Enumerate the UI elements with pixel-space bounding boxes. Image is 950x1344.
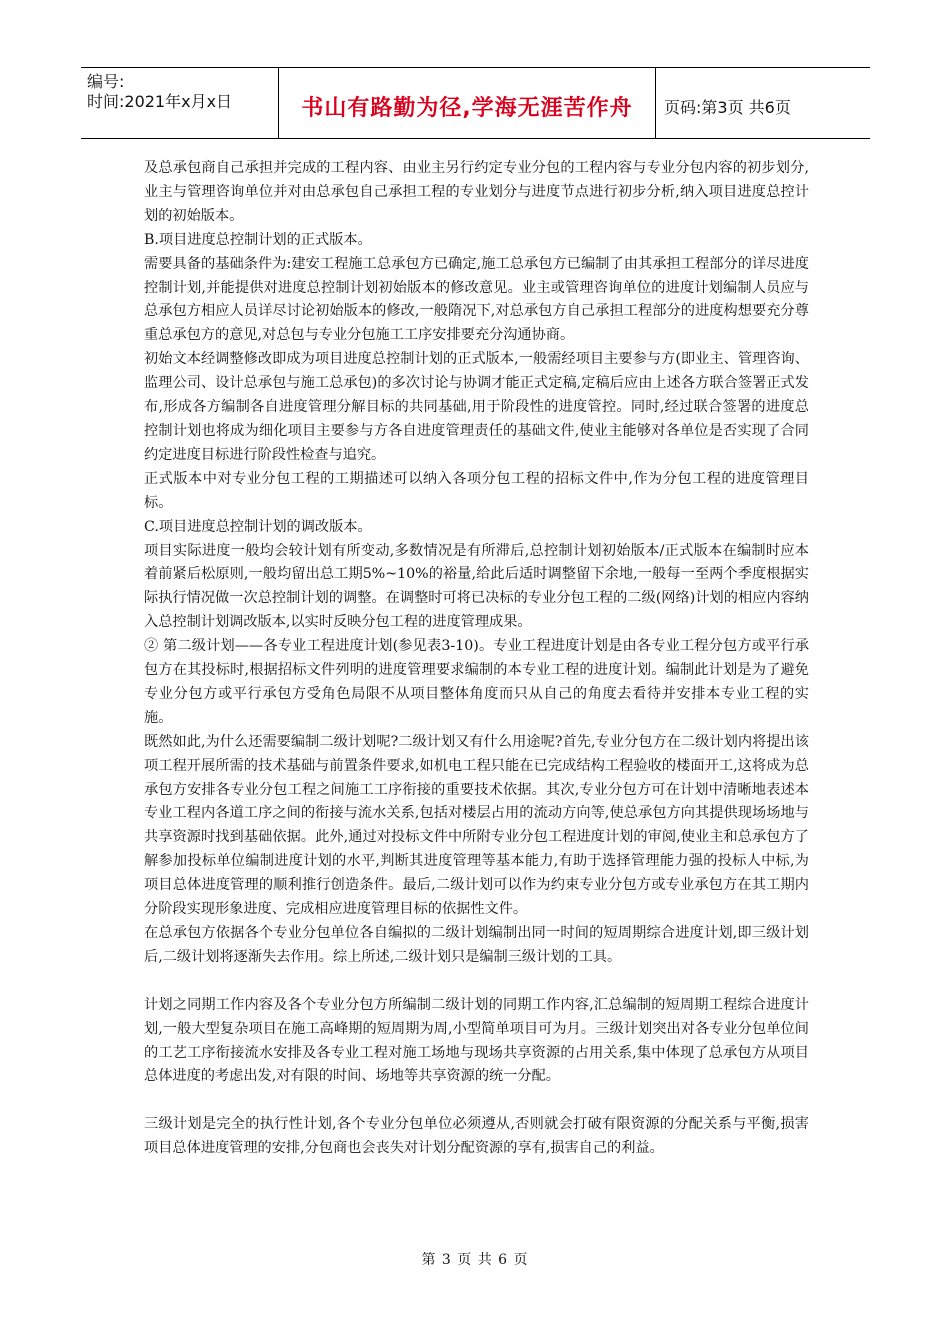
body-paragraph: C.项目进度总控制计划的调改版本。 (144, 518, 372, 535)
header-motto: 书山有路勤为径,学海无涯苦作舟 (279, 68, 656, 138)
paragraph-spacer (144, 1089, 809, 1113)
header-meta (81, 68, 279, 138)
body-paragraph: 及总承包商自己承担并完成的工程内容、由业主另行约定专业分包的工程内容与专业分包内容的初步划分,业主与管理咨询单位并对由总承包自己承担工程的专业划分与进度节点进行初步分析,纳入项目进度总控计划的初始版本。 (144, 160, 809, 224)
body-paragraph: 既然如此,为什么还需要编制二级计划呢?二级计划又有什么用途呢?首先,专业分包方在二级计划内将提出该项工程开展所需的技术基础与前置条件要求,如机电工程只能在已完成结构工程验收的楼面开工,这将成为总承包方安排各专业分包工程之间施工工序衔接的重要技术依据。其次,专业分包方可在计划中清晰地表述本专业工程内各道工序之间的衔接与流水关系,包括对楼层占用的流动方向等,使总承包方向其提供现场场地与共享资源时找到基础依据。此外,通过对投标文件中所附专业分包工程进度计划的审阅,使业主和总承包方了解参加投标单位编制进度计划的水平,判断其进度管理等基本能力,有助于选择管理能力强的投标人中标,为项目总体进度管理的顺利推行创造条件。最后,二级计划可以作为约束专业分包方或专业承包方在其工期内分阶段实现形象进度、完成相应进度管理目标的依据性文件。 (144, 733, 809, 918)
body-paragraph: ② 第二级计划——各专业工程进度计划(参见表3-10)。专业工程进度计划是由各专业工程分包方或平行承包方在其投标时,根据招标文件列明的进度管理要求编制的本专业工程的进度计划。编制此计划是为了避免专业分包方或平行承包方受角色局限不从项目整体角度而只从自己的角度去看待并安排本专业工程的实施。 (144, 638, 809, 726)
body-paragraph: 在总承包方依据各个专业分包单位各自编拟的二级计划编制出同一时间的短周期综合进度计划,即三级计划后,二级计划将逐渐失去作用。综上所述,二级计划只是编制三级计划的工具。 (144, 925, 809, 965)
document-date: 时间:2021年x月x日 (87, 92, 233, 111)
body-paragraph: 初始文本经调整修改即成为项目进度总控制计划的正式版本,一般需经项目主要参与方(即业主、管理咨询、监理公司、设计总承包与施工总承包)的多次讨论与协调才能正式定稿,定稿后应由上述各方联合签署正式发布,形成各方编制各自进度管理分解目标的共同基础,用于阶段性的进度管控。同时,经过联合签署的进度总控制计划也将成为细化项目主要参与方各自进度管理责任的基础文件,使业主能够对各单位是否实现了合同约定进度目标进行阶段性检查与追究。 (144, 351, 809, 463)
paragraph-spacer (144, 970, 809, 994)
header-page-info: 页码:第3页 共6页 (664, 97, 791, 117)
body-paragraph: 正式版本中对专业分包工程的工期描述可以纳入各项分包工程的招标文件中,作为分包工程的进度管理目标。 (144, 470, 809, 511)
page-footer: 第 3 页 共 6 页 (421, 1252, 529, 1268)
body-paragraph: 需要具备的基础条件为:建安工程施工总承包方已确定,施工总承包方已编制了由其承担工程部分的详尽进度控制计划,并能提供对进度总控制计划初始版本的修改意见。业主或管理咨询单位的进度计划编制人员应与总承包方相应人员详尽讨论初始版本的修改,一般隋况下,对总承包方自己承担工程部分的进度构想要充分尊重总承包方的意见,对总包与专业分包施工工序安排要充分沟通协商。 (144, 255, 809, 344)
page-header (81, 67, 870, 139)
body-paragraph: B.项目进度总控制计划的正式版本。 (144, 231, 372, 248)
body-paragraph: 三级计划是完全的执行性计划,各个专业分包单位必须遵从,否则就会打破有限资源的分配关系与平衡,损害项目总体进度管理的安排,分包商也会丧失对计划分配资源的享有,损害自己的利益。 (144, 1116, 809, 1157)
body-paragraph: 计划之同期工作内容及各个专业分包方所编制二级计划的同期工作内容,汇总编制的短周期工程综合进度计划,一般大型复杂项目在施工高峰期的短周期为周,小型简单项目可为月。三级计划突出对各专业分包单位间的工艺工序衔接流水安排及各专业工程对施工场地与现场共享资源的占用关系,集中体现了总承包方从项目总体进度的考虑出发,对有限的时间、场地等共享资源的统一分配。 (144, 996, 809, 1085)
document-number-label: 编号: (87, 72, 125, 91)
body-paragraph: 项目实际进度一般均会较计划有所变动,多数情况是有所滞后,总控制计划初始版本/正式版本在编制时应本着前紧后松原则,一般均留出总工期5%~10%的裕量,给此后适时调整留下余地,一般每一至两个季度根据实际执行情况做一次总控制计划的调整。在调整时可将已决标的专业分包工程的二级(网络)计划的相应内容纳入总控制计划调改版本,以实时反映分包工程的进度管理成果。 (144, 542, 809, 631)
document-body (144, 157, 809, 1161)
